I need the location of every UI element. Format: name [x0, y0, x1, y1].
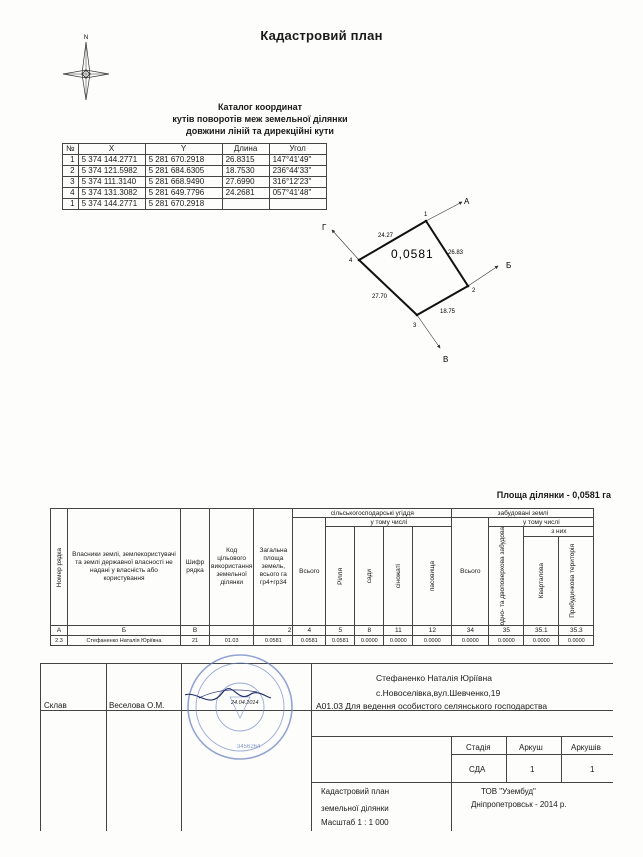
page-title: Кадастровий план — [260, 28, 383, 43]
cell: 5 — [326, 626, 355, 636]
group-agri: сільськогосподарські угіддя — [293, 509, 452, 518]
cell: В — [181, 626, 210, 636]
col-cipher: Шифр рядка — [181, 509, 210, 626]
col-row-no: Номер рядка — [55, 547, 63, 587]
header-cell — [51, 509, 68, 626]
compass-rose-icon — [58, 30, 114, 102]
cell: 01.03 — [210, 636, 254, 646]
sub-incl2: у тому числі — [489, 518, 594, 527]
cell: 5 374 131.3082 — [78, 188, 145, 199]
parcel-boundary — [359, 221, 468, 315]
header-cell — [524, 536, 559, 626]
stage-header: Стадія — [466, 743, 491, 752]
table-row — [63, 166, 327, 177]
cell: 2 — [254, 626, 293, 636]
cell: 316°12'23" — [269, 177, 326, 188]
official-seal-icon — [185, 652, 295, 762]
organization-name: ТОВ "Узембуд" — [481, 787, 536, 796]
cell: А — [51, 626, 68, 636]
cell: 11 — [384, 626, 413, 636]
table-row — [63, 155, 327, 166]
side-length-label: 27.70 — [372, 294, 388, 300]
direction-line-b — [468, 266, 498, 286]
side-length-label: 26.83 — [448, 250, 464, 256]
col-owners: Власники землі, землекористувачі та землі державної власності не надані у власність або користування — [68, 509, 181, 626]
cell: 4 — [293, 626, 326, 636]
direction-line-v — [417, 315, 440, 348]
cell: 0.0000 — [384, 636, 413, 646]
col-angle: Угол — [269, 144, 326, 155]
cell: 5 281 649.7796 — [145, 188, 222, 199]
direction-label: Б — [506, 261, 512, 270]
cell: 3 — [63, 177, 79, 188]
col-number: № — [63, 144, 79, 155]
cell: 35.1 — [524, 626, 559, 636]
seal-number: 3456264 — [237, 744, 261, 750]
vertex-label: 2 — [472, 288, 476, 294]
cell: 0.0000 — [524, 636, 559, 646]
cell: 147°41'49" — [269, 155, 326, 166]
cell: 057°41'48" — [269, 188, 326, 199]
header-cell — [355, 527, 384, 626]
sheets-header: Аркушів — [571, 743, 601, 752]
cell: 5 281 684.6305 — [145, 166, 222, 177]
doc-title-line2: земельної ділянки — [321, 804, 389, 813]
vertex-label: 1 — [424, 212, 428, 218]
cell: Стефаненко Наталія Юріївна — [68, 636, 181, 646]
vertex-label: 4 — [349, 258, 353, 264]
title-block — [40, 663, 613, 831]
header-cell — [559, 536, 594, 626]
cell: 12 — [413, 626, 452, 636]
cell — [222, 199, 269, 210]
stage-value: СДА — [469, 765, 486, 774]
cell: 236°44'33" — [269, 166, 326, 177]
land-purpose: А01.03 Для ведення особистого селянського господарства — [316, 701, 548, 711]
header-cell — [489, 527, 524, 626]
cell: 21 — [181, 636, 210, 646]
doc-title-line1: Кадастровий план — [321, 787, 390, 796]
parcel-area-label: 0,0581 — [391, 247, 434, 261]
vertex-label: 3 — [413, 323, 417, 329]
cell: 27.6990 — [222, 177, 269, 188]
group-built: забудовані землі — [452, 509, 594, 518]
cell: 8 — [355, 626, 384, 636]
direction-label: В — [443, 355, 449, 364]
cell: 0.0581 — [293, 636, 326, 646]
col-y: Y — [145, 144, 222, 155]
cell: 2.3 — [51, 636, 68, 646]
cell: 0.0581 — [254, 636, 293, 646]
header-cell — [384, 527, 413, 626]
table-row — [51, 636, 594, 646]
direction-line-g — [332, 230, 359, 260]
sub-incl: у тому числі — [326, 518, 452, 527]
cell: 18.7530 — [222, 166, 269, 177]
cell: 1 — [63, 199, 79, 210]
compiled-by: Веселова О.М. — [109, 701, 165, 710]
city-year: Дніпропетровськ - 2014 р. — [471, 800, 567, 809]
catalog-title-2: кутів поворотів меж земельної ділянки — [172, 114, 348, 124]
cell: Б — [68, 626, 181, 636]
cell: 34 — [452, 626, 489, 636]
cell: 0.0000 — [559, 636, 594, 646]
parcel-plot — [300, 190, 530, 365]
catalog-title-1: Каталог координат — [217, 102, 303, 112]
direction-line-a — [426, 202, 462, 221]
cell: 1 — [63, 155, 79, 166]
col-length: Длина — [222, 144, 269, 155]
col-x: X — [78, 144, 145, 155]
col-pasture: пасовища — [428, 561, 436, 592]
direction-label: А — [464, 197, 470, 206]
table-row — [63, 177, 327, 188]
col-code: Код цільового використання земельної ділянки — [210, 509, 254, 626]
col-quarters: Кварталова — [537, 563, 545, 599]
parcel-area-text: Площа ділянки - 0,0581 га — [496, 490, 611, 500]
side-length-label: 24.27 — [378, 233, 394, 239]
cell: 5 281 668.9490 — [145, 177, 222, 188]
side-length-label: 18.75 — [440, 309, 456, 315]
cell: 5 374 121.5982 — [78, 166, 145, 177]
cell: 24.2681 — [222, 188, 269, 199]
cell: 35 — [489, 626, 524, 636]
sheet-value: 1 — [530, 765, 535, 774]
land-use-table — [50, 508, 594, 646]
cell: 0.0581 — [326, 636, 355, 646]
sheets-value: 1 — [590, 765, 595, 774]
cell: 2 — [63, 166, 79, 177]
cell — [210, 626, 254, 636]
scale-text: Масштаб 1 : 1 000 — [321, 818, 389, 827]
sheet-header: Аркуш — [519, 743, 543, 752]
direction-label: Г — [322, 223, 327, 232]
col-one-two: одно- та двоповерхова забудова — [499, 527, 507, 626]
cell: 5 374 111.3140 — [78, 177, 145, 188]
col-gardens: сади — [365, 569, 373, 584]
cell: 5 281 670.2918 — [145, 199, 222, 210]
cell: 5 374 144.2771 — [78, 199, 145, 210]
coordinates-table — [62, 143, 327, 210]
signature-date: 24.04.2014 — [231, 700, 259, 706]
cell: 5 374 144.2771 — [78, 155, 145, 166]
table-row — [63, 199, 327, 210]
col-adjacent: Прибудинкова територія — [569, 544, 577, 618]
coordinates-header-row — [63, 144, 327, 155]
cell: 4 — [63, 188, 79, 199]
cell: 0.0000 — [355, 636, 384, 646]
cell: 26.8315 — [222, 155, 269, 166]
owner-address: с.Новоселівка,вул.Шевченко,19 — [376, 688, 501, 698]
catalog-title-3: довжини ліній та дирекційні кути — [186, 126, 334, 136]
col-arable: Рілля — [336, 567, 344, 585]
header-cell — [326, 527, 355, 626]
cell: 5 281 670.2918 — [145, 155, 222, 166]
col-hay: сіножаті — [394, 564, 402, 589]
compiled-label: Склав — [44, 701, 67, 710]
cell: 0.0000 — [452, 636, 489, 646]
cell: 0.0000 — [413, 636, 452, 646]
col-total: Всього — [293, 518, 326, 626]
sub-from: з них — [524, 527, 594, 537]
north-label: N — [83, 35, 89, 41]
col-built-total: Всього — [452, 518, 489, 626]
table-row — [63, 188, 327, 199]
cell: 35.3 — [559, 626, 594, 636]
index-row — [51, 626, 594, 636]
header-cell — [413, 527, 452, 626]
col-total-area: Загальна площа земель, всього га гр4+гр34 — [254, 509, 293, 626]
cell: 0.0000 — [489, 636, 524, 646]
owner-name: Стефаненко Наталія Юріївна — [376, 673, 492, 683]
